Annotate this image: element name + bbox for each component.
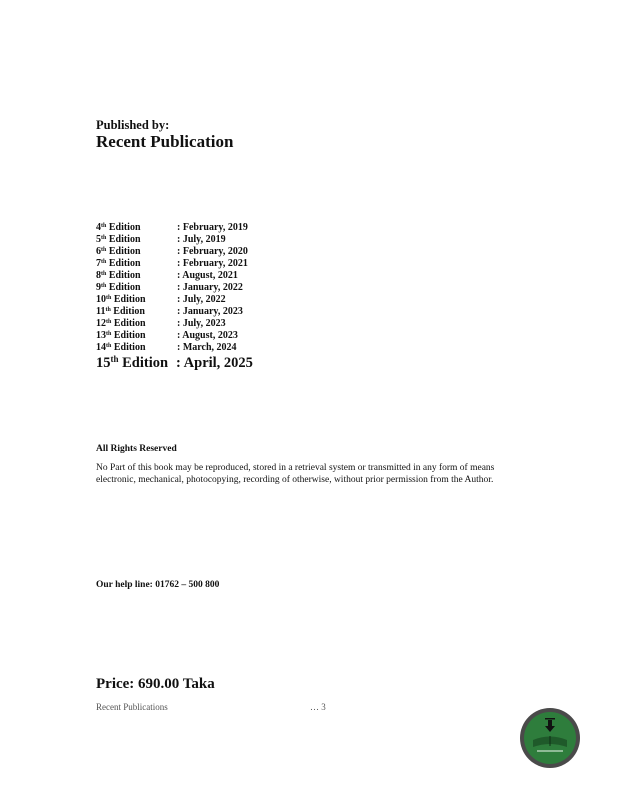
published-by-label: Published by: [96, 118, 170, 132]
edition-date: : February, 2019 [177, 222, 248, 233]
edition-date: : January, 2022 [177, 282, 243, 293]
footer-right-text: … 3 [310, 702, 326, 710]
edition-date: : February, 2021 [177, 258, 248, 269]
edition-label: 6th Edition [96, 246, 141, 257]
edition-label: 8th Edition [96, 270, 141, 281]
edition-label: 14th Edition [96, 342, 146, 353]
help-line: Our help line: 01762 – 500 800 [96, 580, 220, 590]
edition-label: 4th Edition [96, 222, 141, 233]
edition-date: : March, 2024 [177, 342, 237, 353]
edition-date: : August, 2021 [177, 270, 238, 281]
edition-label: 11th Edition [96, 306, 145, 317]
publisher-name: Recent Publication [96, 132, 234, 151]
footer-left-text: Recent Publications [96, 702, 168, 710]
edition-label: 12th Edition [96, 318, 146, 329]
edition-date: : January, 2023 [177, 306, 243, 317]
price: Price: 690.00 Taka [96, 676, 215, 692]
edition-label: 10th Edition [96, 294, 146, 305]
bookshop-emblem-icon [519, 707, 581, 769]
rights-heading: All Rights Reserved [96, 444, 177, 454]
edition-date: : July, 2019 [177, 234, 226, 245]
edition-label: 7th Edition [96, 258, 141, 269]
rights-text: No Part of this book may be reproduced, stored in a retrieval system or transmitted in any form of means electronic, mechanical, photocopying, recording of otherwise, without prior permission from the Author. [96, 463, 495, 485]
edition-date: : July, 2022 [177, 294, 226, 305]
edition-label: 9th Edition [96, 282, 141, 293]
edition-date: : February, 2020 [177, 246, 248, 257]
edition-date: : July, 2023 [177, 318, 226, 329]
footer-cut-off [96, 702, 336, 710]
current-edition-date: : April, 2025 [176, 355, 253, 371]
edition-date: : August, 2023 [177, 330, 238, 341]
edition-label: 13th Edition [96, 330, 146, 341]
current-edition-label: 15th Edition [96, 354, 169, 371]
edition-label: 5th Edition [96, 234, 141, 245]
